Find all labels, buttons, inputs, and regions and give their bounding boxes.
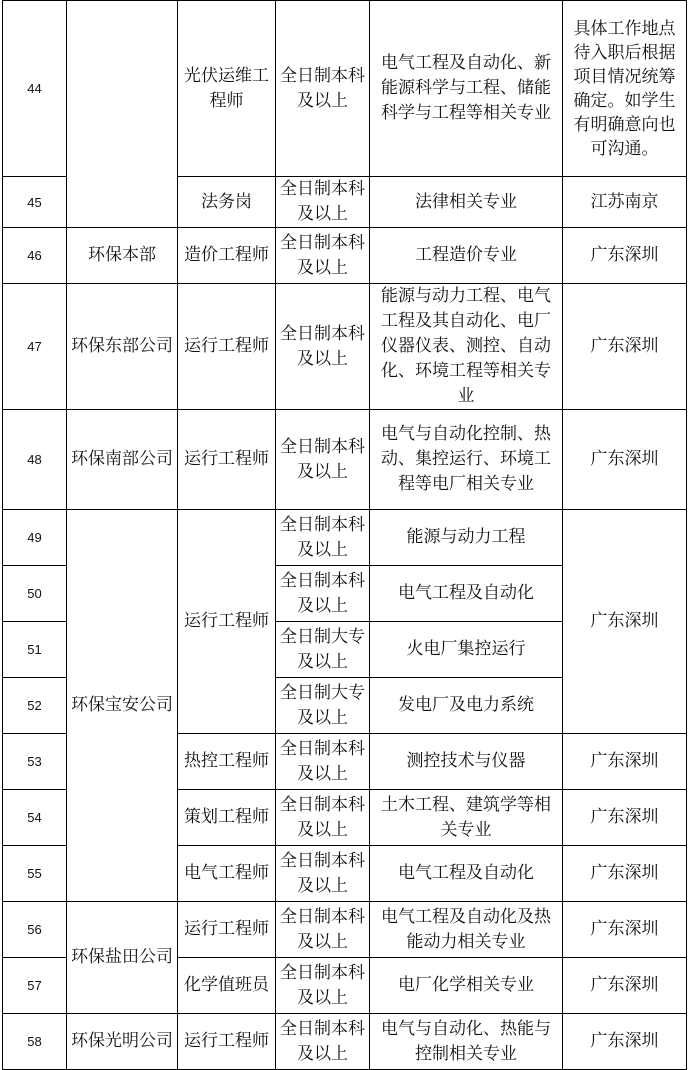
row-number: 48	[3, 410, 67, 510]
location-cell: 江苏南京	[563, 177, 687, 228]
job-cell: 法务岗	[178, 177, 276, 228]
education-cell: 全日制本科及以上	[276, 846, 370, 902]
major-cell: 能源与动力工程	[370, 510, 563, 566]
row-number: 58	[3, 1014, 67, 1070]
row-number: 53	[3, 734, 67, 790]
major-cell: 测控技术与仪器	[370, 734, 563, 790]
row-number: 51	[3, 622, 67, 678]
education-cell: 全日制本科及以上	[276, 734, 370, 790]
major-cell: 发电厂及电力系统	[370, 678, 563, 734]
major-cell: 电气工程及自动化、新能源科学与工程、储能科学与工程等相关专业	[370, 1, 563, 177]
major-cell: 法律相关专业	[370, 177, 563, 228]
table-row	[3, 284, 687, 410]
job-cell: 策划工程师	[178, 790, 276, 846]
row-number: 54	[3, 790, 67, 846]
major-cell: 电气工程及自动化及热能动力相关专业	[370, 902, 563, 958]
row-number: 44	[3, 1, 67, 177]
job-cell: 热控工程师	[178, 734, 276, 790]
location-cell: 广东深圳	[563, 510, 687, 734]
education-cell: 全日制本科及以上	[276, 410, 370, 510]
table-row	[3, 1, 687, 177]
unit-cell: 环保本部	[67, 228, 178, 284]
education-cell: 全日制本科及以上	[276, 228, 370, 284]
education-cell: 全日制本科及以上	[276, 510, 370, 566]
job-cell: 运行工程师	[178, 902, 276, 958]
row-number: 55	[3, 846, 67, 902]
major-cell: 电气工程及自动化	[370, 846, 563, 902]
job-cell: 运行工程师	[178, 510, 276, 734]
row-number: 57	[3, 958, 67, 1014]
table-row	[3, 228, 687, 284]
job-cell: 化学值班员	[178, 958, 276, 1014]
education-cell: 全日制本科及以上	[276, 958, 370, 1014]
major-cell: 电气工程及自动化	[370, 566, 563, 622]
education-cell: 全日制本科及以上	[276, 1014, 370, 1070]
education-cell: 全日制本科及以上	[276, 566, 370, 622]
row-number: 56	[3, 902, 67, 958]
education-cell: 全日制本科及以上	[276, 790, 370, 846]
education-cell: 全日制本科及以上	[276, 177, 370, 228]
major-cell: 工程造价专业	[370, 228, 563, 284]
major-cell: 电气与自动化控制、热动、集控运行、环境工程等电厂相关专业	[370, 410, 563, 510]
unit-cell: 环保宝安公司	[67, 510, 178, 902]
location-cell: 广东深圳	[563, 958, 687, 1014]
job-cell: 造价工程师	[178, 228, 276, 284]
location-cell: 广东深圳	[563, 790, 687, 846]
table-row	[3, 1014, 687, 1070]
table-row	[3, 410, 687, 510]
location-cell: 广东深圳	[563, 734, 687, 790]
unit-cell-empty	[67, 1, 178, 228]
row-number: 45	[3, 177, 67, 228]
major-cell: 电气与自动化、热能与控制相关专业	[370, 1014, 563, 1070]
row-number: 50	[3, 566, 67, 622]
job-cell: 运行工程师	[178, 1014, 276, 1070]
education-cell: 全日制大专及以上	[276, 678, 370, 734]
job-cell: 光伏运维工程师	[178, 1, 276, 177]
major-cell: 电厂化学相关专业	[370, 958, 563, 1014]
education-cell: 全日制本科及以上	[276, 1, 370, 177]
location-cell: 广东深圳	[563, 846, 687, 902]
location-cell: 具体工作地点待入职后根据项目情况统筹确定。如学生有明确意向也可沟通。	[563, 1, 687, 177]
location-cell: 广东深圳	[563, 1014, 687, 1070]
location-cell: 广东深圳	[563, 228, 687, 284]
location-cell: 广东深圳	[563, 410, 687, 510]
job-cell: 运行工程师	[178, 284, 276, 410]
table-row	[3, 902, 687, 958]
unit-cell: 环保东部公司	[67, 284, 178, 410]
row-number: 49	[3, 510, 67, 566]
location-cell: 广东深圳	[563, 902, 687, 958]
location-cell: 广东深圳	[563, 284, 687, 410]
row-number: 47	[3, 284, 67, 410]
job-cell: 电气工程师	[178, 846, 276, 902]
major-cell: 能源与动力工程、电气工程及其自动化、电厂仪器仪表、测控、自动化、环境工程等相关专业	[370, 284, 563, 410]
major-cell: 土木工程、建筑学等相关专业	[370, 790, 563, 846]
unit-cell: 环保光明公司	[67, 1014, 178, 1070]
unit-cell: 环保盐田公司	[67, 902, 178, 1014]
row-number: 52	[3, 678, 67, 734]
row-number: 46	[3, 228, 67, 284]
unit-cell: 环保南部公司	[67, 410, 178, 510]
recruitment-table	[2, 0, 687, 1070]
education-cell: 全日制本科及以上	[276, 902, 370, 958]
major-cell: 火电厂集控运行	[370, 622, 563, 678]
education-cell: 全日制本科及以上	[276, 284, 370, 410]
job-cell: 运行工程师	[178, 410, 276, 510]
education-cell: 全日制大专及以上	[276, 622, 370, 678]
table-row	[3, 510, 687, 566]
